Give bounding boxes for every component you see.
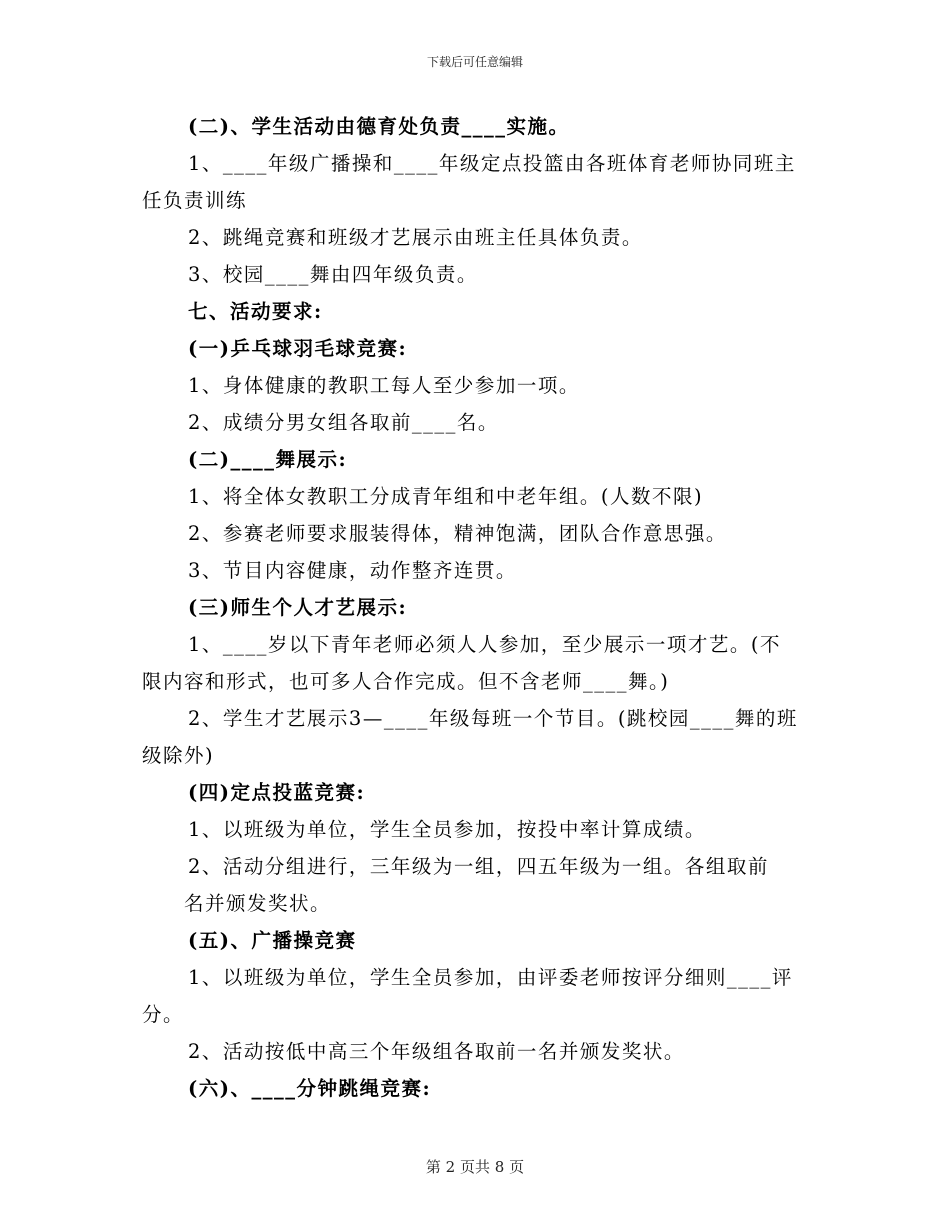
doc-line: 2、跳绳竞赛和班级才艺展示由班主任具体负责。	[188, 226, 643, 249]
doc-line: 1、以班级为单位，学生全员参加，按投中率计算成绩。	[188, 818, 706, 841]
doc-line: 七、活动要求:	[188, 300, 323, 323]
doc-line: 2、活动按低中高三个年级组各取前一名并颁发奖状。	[188, 1040, 685, 1063]
doc-line: 1、身体健康的教职工每人至少参加一项。	[188, 374, 580, 397]
doc-line: 1、将全体女教职工分成青年组和中老年组。(人数不限)	[188, 485, 704, 508]
page-footer: 第 2 页共 8 页	[425, 1158, 525, 1176]
doc-line: 2、参赛老师要求服装得体，精神饱满，团队合作意思强。	[188, 522, 727, 545]
doc-line: 2、学生才艺展示3—____年级每班一个节目。(跳校园____舞的班	[188, 707, 798, 730]
doc-line: 名并颁发奖状。	[184, 892, 332, 915]
doc-line: (四)定点投蓝竞赛:	[188, 781, 366, 804]
doc-line: 3、校园____舞由四年级负责。	[188, 263, 478, 286]
doc-line: 限内容和形式，也可多人合作完成。但不含老师____舞。)	[142, 670, 670, 693]
doc-line: 1、____年级广播操和____年级定点投篮由各班体育老师协同班主	[188, 152, 796, 175]
page-header: 下载后可任意编辑	[426, 55, 523, 69]
doc-line: 3、节目内容健康，动作整齐连贯。	[188, 559, 517, 582]
doc-line: (五)、广播操竞赛	[188, 929, 357, 952]
doc-line: 2、活动分组进行，三年级为一组，四五年级为一组。各组取前	[188, 855, 769, 878]
doc-line: 分。	[142, 1003, 185, 1026]
doc-line: (六)、____分钟跳绳竞赛:	[188, 1077, 432, 1100]
doc-line: (二)____舞展示:	[188, 448, 348, 471]
document-body	[142, 108, 810, 1107]
doc-line: 1、____岁以下青年老师必须人人参加，至少展示一项才艺。(不	[188, 633, 782, 656]
doc-line: 任负责训练	[142, 189, 248, 212]
doc-line: 级除外)	[142, 744, 215, 767]
doc-line: 2、成绩分男女组各取前____名。	[188, 411, 499, 434]
doc-line: (二)、学生活动由德育处负责____实施。	[188, 115, 570, 138]
doc-line: (一)乒乓球羽毛球竞赛:	[188, 337, 408, 360]
doc-line: 1、以班级为单位，学生全员参加，由评委老师按评分细则____评	[188, 966, 793, 989]
doc-line: (三)师生个人才艺展示:	[188, 596, 408, 619]
